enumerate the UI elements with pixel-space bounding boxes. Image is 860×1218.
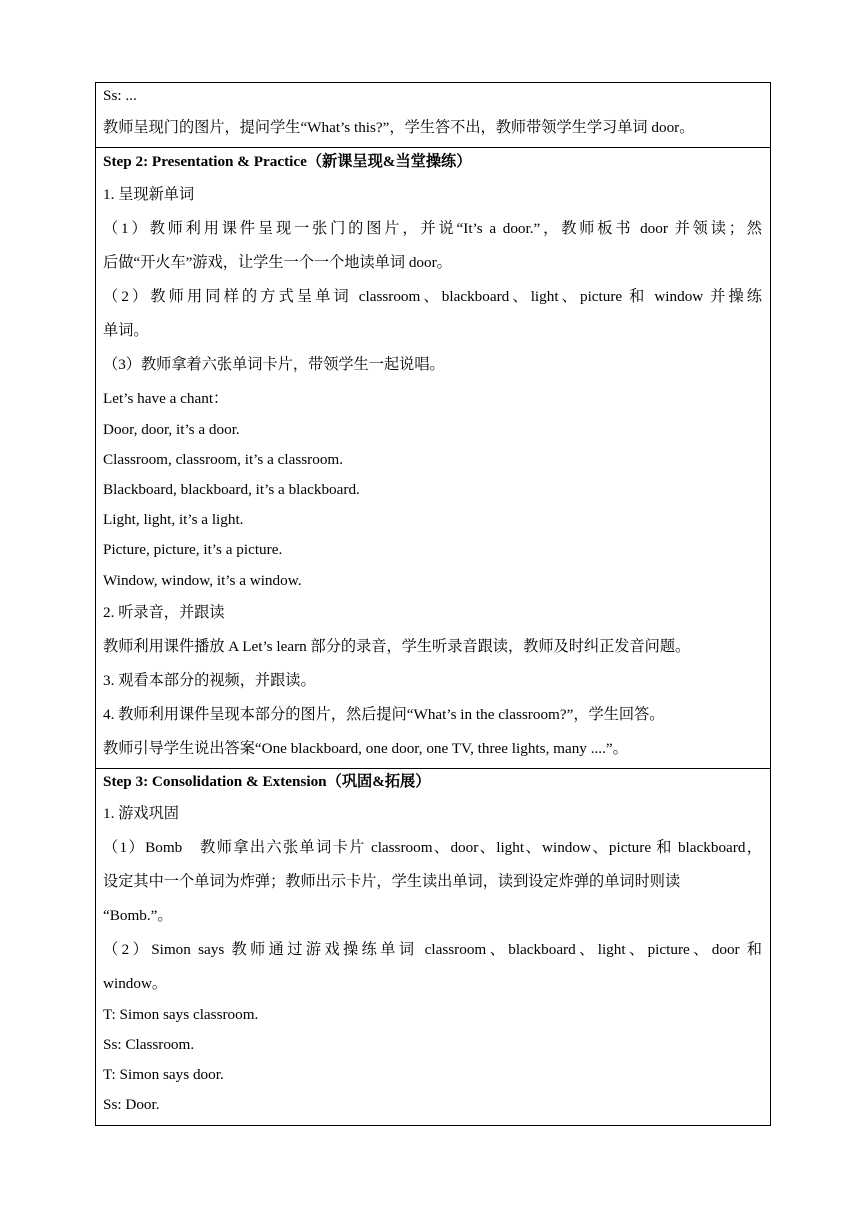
step1-cell: [96, 83, 770, 147]
step3-heading-zh: （巩固&拓展）: [326, 773, 431, 790]
lesson-plan-table: [95, 82, 771, 1126]
step3-heading: [103, 769, 762, 797]
step2-heading-zh: （新课呈现&当堂操练）: [306, 153, 472, 170]
text-line: “Bomb.”。: [103, 907, 173, 924]
text-line: （2）教师用同样的方式呈单词 classroom、blackboard、light、picture 和 window 并操练: [103, 288, 762, 305]
text-line: 教师引导学生说出答案“One blackboard, one door, one TV, three lights, many ....”。: [103, 740, 628, 757]
text-line: 后做“开火车”游戏，让学生一个一个地读单词 door。: [103, 254, 452, 271]
dialogue-line: Ss: Door.: [103, 1096, 160, 1113]
chant-line: Door, door, it’s a door.: [103, 421, 240, 438]
step3-cell: [96, 768, 770, 1125]
dialogue-line: Ss: Classroom.: [103, 1036, 195, 1053]
text-line: 1. 呈现新单词: [103, 186, 195, 203]
dialogue-line: T: Simon says classroom.: [103, 1006, 259, 1023]
text-line: （3）教师拿着六张单词卡片，带领学生一起说唱。: [103, 356, 445, 373]
text-line: 教师利用课件播放 A Let’s learn 部分的录音，学生听录音跟读，教师及时纠正发音问题。: [103, 638, 691, 655]
chant-line: Classroom, classroom, it’s a classroom.: [103, 451, 344, 468]
step2-heading-en: Step 2: Presentation & Practice: [103, 153, 307, 170]
chant-line: Blackboard, blackboard, it’s a blackboard.: [103, 481, 360, 498]
chant-line: Light, light, it’s a light.: [103, 511, 244, 528]
text-line: （1）教师利用课件呈现一张门的图片，并说“It’s a door.”，教师板书 door 并领读；然: [103, 220, 762, 237]
text-line: 设定其中一个单词为炸弹；教师出示卡片，学生读出单词，读到设定炸弹的单词时则读: [103, 873, 681, 890]
text-line: window。: [103, 975, 168, 992]
text-line: Let’s have a chant：: [103, 390, 229, 407]
text-line: （2）Simon says 教师通过游戏操练单词 classroom、blackboard、light、picture、door 和: [103, 941, 762, 958]
dialogue-line: T: Simon says door.: [103, 1066, 224, 1083]
text-line: 3. 观看本部分的视频，并跟读。: [103, 672, 316, 689]
text-line: Ss: ...: [103, 87, 137, 104]
step3-heading-en: Step 3: Consolidation & Extension: [103, 773, 327, 790]
step2-heading: [103, 148, 762, 178]
text-line: 单词。: [103, 322, 149, 339]
step2-cell: [96, 147, 770, 768]
text-line: 1. 游戏巩固: [103, 805, 179, 822]
chant-line: Window, window, it’s a window.: [103, 572, 302, 589]
text-line: （1）Bomb 教师拿出六张单词卡片 classroom、door、light、window、picture 和 blackboard，: [103, 839, 762, 856]
text-line: 2. 听录音，并跟读: [103, 604, 225, 621]
chant-line: Picture, picture, it’s a picture.: [103, 541, 283, 558]
text-line: 教师呈现门的图片，提问学生“What’s this?”，学生答不出，教师带领学生学习单词 door。: [103, 119, 695, 136]
text-line: 4. 教师利用课件呈现本部分的图片，然后提问“What’s in the classroom?”，学生回答。: [103, 706, 665, 723]
